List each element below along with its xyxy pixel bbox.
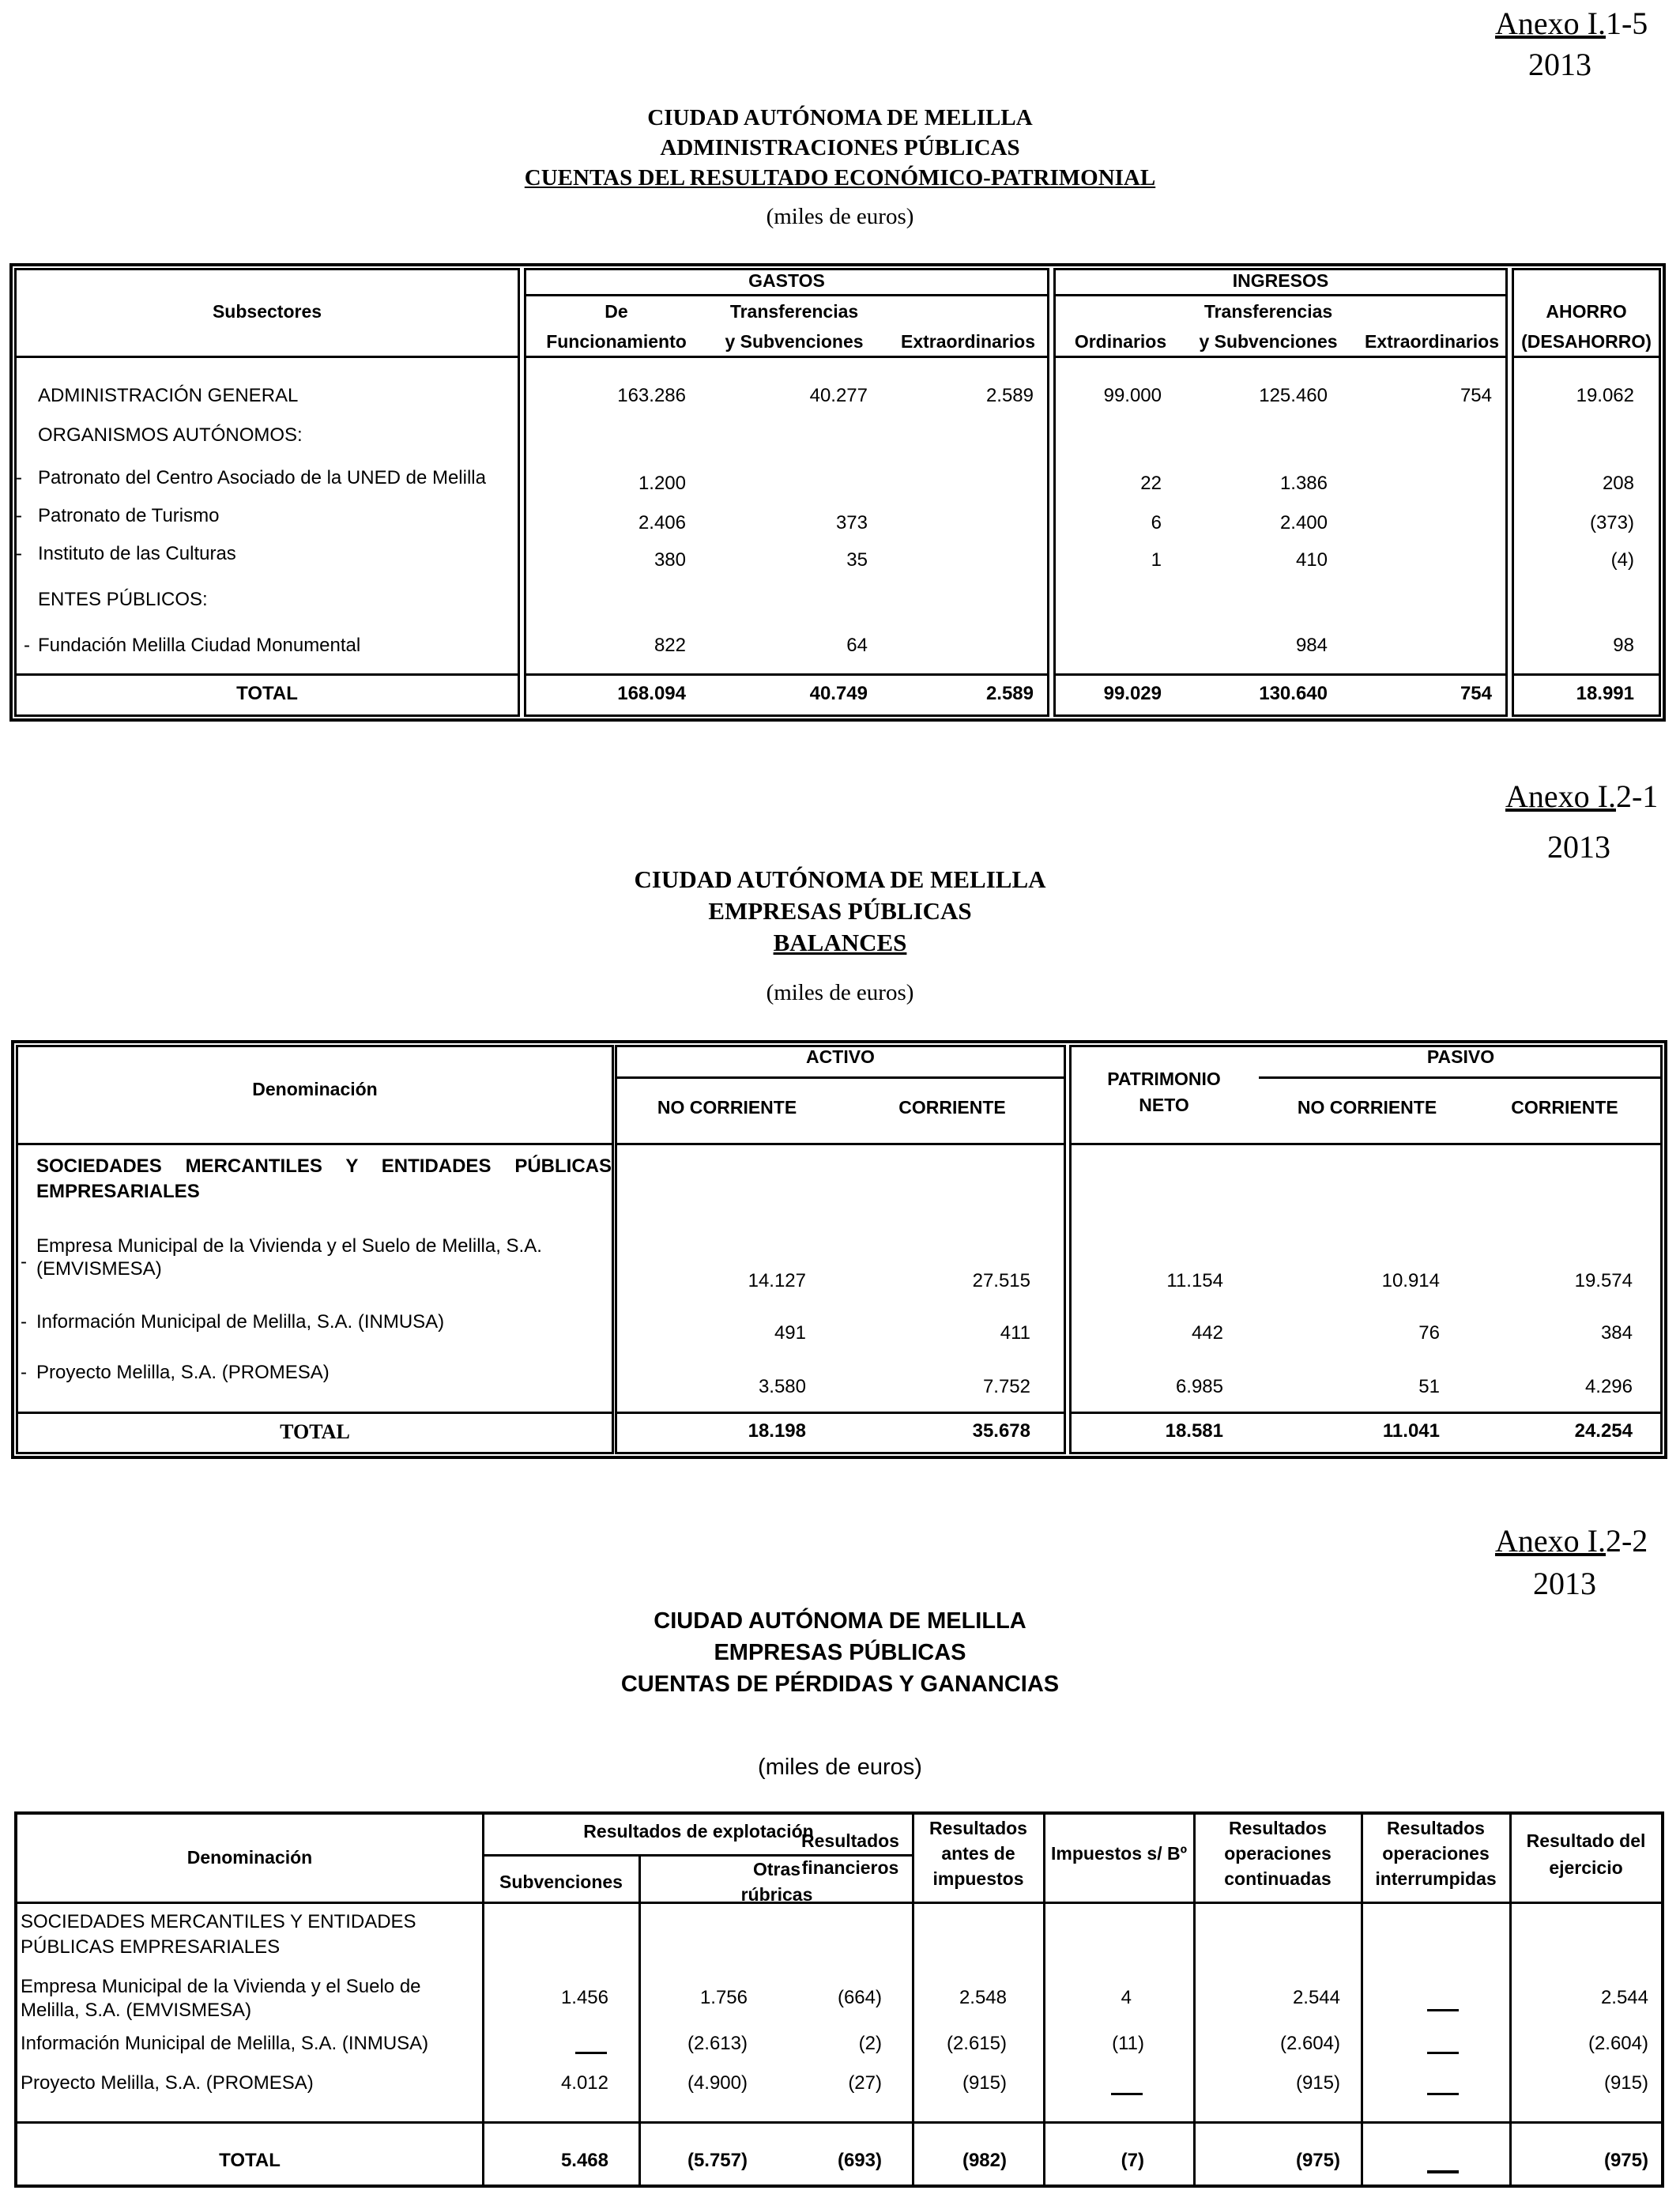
- cell: 2.548: [959, 1987, 1007, 2008]
- cell: 384: [1600, 1322, 1633, 1344]
- row-label: Proyecto Melilla, S.A. (PROMESA): [21, 2072, 314, 2094]
- section2-title3-text: BALANCES: [773, 929, 907, 956]
- t1-h-transf-i: Transferencias: [1203, 301, 1333, 322]
- t2-h-neto: NETO: [1139, 1095, 1189, 1115]
- t3-h-oi1: Resultados: [1387, 1818, 1485, 1838]
- cell: 35: [846, 549, 868, 571]
- row-label: ORGANISMOS AUTÓNOMOS:: [38, 424, 303, 446]
- em-dash: [1427, 2009, 1459, 2011]
- cell: 2.544: [1292, 1987, 1340, 2008]
- t3-h-ai2: antes de: [941, 1843, 1015, 1864]
- row-label: Patronato de Turismo: [38, 505, 220, 526]
- total-label: TOTAL: [219, 2150, 281, 2171]
- cell: 19.574: [1574, 1270, 1633, 1291]
- cell: 411: [1000, 1322, 1030, 1344]
- annex-label-2: [1505, 778, 1659, 814]
- row-label: Instituto de las Culturas: [38, 543, 236, 564]
- cell: (915): [1603, 2072, 1648, 2094]
- cell: 24.254: [1574, 1420, 1633, 1442]
- row-label-2: (EMVISMESA): [36, 1258, 162, 1280]
- cell: 18.581: [1165, 1420, 1223, 1442]
- section3-title2: EMPRESAS PÚBLICAS: [714, 1640, 966, 1665]
- t1-h-ahorro: AHORRO: [1546, 301, 1627, 322]
- t3-h-denom: Denominación: [186, 1847, 313, 1868]
- t1-h-de: De: [605, 301, 628, 322]
- section1-title1: CIUDAD AUTÓNOMA DE MELILLA: [647, 105, 1033, 130]
- t2-h-corr-p: CORRIENTE: [1511, 1097, 1618, 1118]
- row-label: Fundación Melilla Ciudad Monumental: [38, 635, 361, 656]
- t2-group-label: SOCIEDADES MERCANTILES Y ENTIDADES PÚBLICAS EMPRESARIALES: [36, 1155, 612, 1203]
- cell: 130.640: [1259, 683, 1328, 704]
- t3-total-sep: [17, 2121, 1661, 2124]
- cell: (27): [848, 2072, 882, 2094]
- t2-h-patrimonio: PATRIMONIO: [1107, 1069, 1221, 1089]
- t3-h-oc1: Resultados: [1229, 1818, 1327, 1838]
- section1-units: (miles de euros): [766, 204, 914, 229]
- t3-vsep: [1043, 1815, 1045, 2186]
- cell: (975): [1603, 2150, 1648, 2171]
- cell: 2.544: [1600, 1987, 1648, 2008]
- t2-h-corr-a: CORRIENTE: [898, 1097, 1006, 1118]
- t1-h-extra-i: Extraordinarios: [1365, 331, 1499, 352]
- row-dash: -: [24, 635, 30, 656]
- row-label: Información Municipal de Melilla, S.A. (INMUSA): [21, 2033, 429, 2054]
- row-dash: -: [21, 1311, 27, 1333]
- annex-label-3: [1495, 1525, 1648, 1557]
- cell: 6.985: [1175, 1376, 1223, 1397]
- t2-h-pasivo: PASIVO: [1426, 1046, 1495, 1067]
- annex-year-1: 2013: [1528, 47, 1591, 82]
- cell: (2.604): [1279, 2033, 1340, 2054]
- em-dash: [1111, 2093, 1143, 2095]
- cell: (664): [837, 1987, 882, 2008]
- t3-h-ai3: impuestos: [932, 1868, 1024, 1889]
- cell: (2.615): [946, 2033, 1007, 2054]
- cell: 51: [1418, 1376, 1440, 1397]
- row-label: Empresa Municipal de la Vivienda y el Suelo de: [21, 1976, 421, 1997]
- cell: 40.749: [809, 683, 868, 704]
- cell: 5.468: [560, 2150, 608, 2171]
- t2-h-denom: Denominación: [252, 1079, 378, 1099]
- annex-suffix: 2-2: [1605, 1523, 1648, 1559]
- t1-h-funcionamiento: Funcionamiento: [546, 331, 687, 352]
- annex-prefix: Anexo I.: [1505, 778, 1616, 814]
- annex-prefix: Anexo I.: [1495, 1523, 1606, 1559]
- cell: (373): [1589, 512, 1634, 533]
- t3-group-label1: SOCIEDADES MERCANTILES Y ENTIDADES: [21, 1911, 416, 1932]
- cell: 2.400: [1279, 512, 1328, 533]
- row-dash: -: [16, 505, 22, 526]
- t1-h-ysub-g: y Subvenciones: [725, 331, 864, 352]
- t2-h-activo: ACTIVO: [806, 1046, 875, 1067]
- t3-h-imp: Impuestos s/ Bº: [1051, 1843, 1187, 1864]
- cell: (975): [1295, 2150, 1340, 2171]
- cell: 18.198: [748, 1420, 806, 1442]
- cell: 35.678: [972, 1420, 1030, 1442]
- t3-h-ej1: Resultado del: [1526, 1830, 1646, 1851]
- cell: 380: [654, 549, 686, 571]
- row-label: Proyecto Melilla, S.A. (PROMESA): [36, 1362, 330, 1383]
- cell: 1.756: [699, 1987, 748, 2008]
- em-dash: [1427, 2052, 1459, 2054]
- cell: 27.515: [972, 1270, 1030, 1291]
- row-dash: -: [21, 1251, 27, 1272]
- t3-group-label2: PÚBLICAS EMPRESARIALES: [21, 1936, 281, 1958]
- cell: 11.041: [1382, 1420, 1440, 1442]
- t3-h-fin1: Resultados: [801, 1830, 899, 1851]
- cell: (5.757): [687, 2150, 748, 2171]
- row-dash: -: [16, 543, 22, 564]
- cell: (915): [962, 2072, 1007, 2094]
- cell: 18.991: [1576, 683, 1634, 704]
- cell: 2.589: [985, 683, 1034, 704]
- cell: (4.900): [687, 2072, 748, 2094]
- t3-h-otras: Otras: [752, 1859, 801, 1879]
- row-dash: -: [21, 1362, 27, 1383]
- t1-h-transf-g: Transferencias: [729, 301, 859, 322]
- cell: 22: [1140, 473, 1162, 494]
- cell: 168.094: [617, 683, 686, 704]
- cell: 2.406: [638, 512, 686, 533]
- section2-title2: EMPRESAS PÚBLICAS: [708, 897, 972, 925]
- cell: 11.154: [1166, 1270, 1223, 1291]
- cell: 3.580: [758, 1376, 806, 1397]
- cell: (2.604): [1588, 2033, 1648, 2054]
- cell: (4): [1610, 549, 1634, 571]
- cell: 4.012: [560, 2072, 608, 2094]
- section1-title3: [0, 164, 1680, 192]
- annex-year-2: 2013: [1547, 829, 1610, 865]
- annex-suffix: 1-5: [1605, 6, 1648, 41]
- em-dash: [1427, 2093, 1459, 2095]
- total-label: TOTAL: [280, 1420, 350, 1443]
- cell: (693): [837, 2150, 882, 2171]
- t2-pasivo-divider: [1259, 1076, 1663, 1079]
- row-label-2: Melilla, S.A. (EMVISMESA): [21, 2000, 252, 2021]
- t3-h-fin2: financieros: [801, 1857, 899, 1878]
- cell: (7): [1121, 2150, 1144, 2171]
- t3-h-oi3: interrumpidas: [1375, 1868, 1497, 1889]
- t1-h-ingresos: INGRESOS: [1232, 270, 1329, 291]
- cell: 208: [1602, 473, 1634, 494]
- cell: (915): [1295, 2072, 1340, 2094]
- cell: 410: [1295, 549, 1328, 571]
- cell: 125.460: [1259, 385, 1328, 406]
- cell: 754: [1460, 683, 1492, 704]
- cell: 76: [1418, 1322, 1440, 1344]
- section1-title3-text: CUENTAS DEL RESULTADO ECONÓMICO-PATRIMONIAL: [524, 165, 1156, 190]
- t2-h-nocorr-p: NO CORRIENTE: [1297, 1097, 1437, 1118]
- annex-prefix: Anexo I.: [1495, 6, 1606, 41]
- annex-label-1: [1495, 8, 1648, 40]
- t3-h-subv: Subvenciones: [499, 1872, 623, 1892]
- t1-h-ordinarios: Ordinarios: [1074, 331, 1167, 352]
- annex-year-3: 2013: [1533, 1566, 1596, 1601]
- cell: 822: [654, 635, 686, 656]
- t3-h-oi2: operaciones: [1382, 1843, 1490, 1864]
- em-dash: [575, 2052, 607, 2054]
- cell: 4.296: [1584, 1376, 1633, 1397]
- cell: 1.456: [560, 1987, 608, 2008]
- row-label: ADMINISTRACIÓN GENERAL: [38, 385, 299, 406]
- t1-h-extra-g: Extraordinarios: [901, 331, 1035, 352]
- cell: 99.000: [1103, 385, 1162, 406]
- t3-h-explot: Resultados de explotación: [583, 1821, 814, 1842]
- section2-title1: CIUDAD AUTÓNOMA DE MELILLA: [634, 865, 1046, 893]
- cell: 99.029: [1103, 683, 1162, 704]
- section3-title1: CIUDAD AUTÓNOMA DE MELILLA: [654, 1608, 1026, 1634]
- row-label: Información Municipal de Melilla, S.A. (INMUSA): [36, 1311, 445, 1333]
- cell: 163.286: [617, 385, 686, 406]
- cell: 442: [1191, 1322, 1223, 1344]
- cell: 491: [774, 1322, 806, 1344]
- cell: 98: [1613, 635, 1634, 656]
- cell: (2): [858, 2033, 882, 2054]
- cell: 2.589: [985, 385, 1034, 406]
- cell: 6: [1151, 512, 1162, 533]
- cell: (2.613): [687, 2033, 748, 2054]
- cell: 10.914: [1381, 1270, 1440, 1291]
- cell: (982): [962, 2150, 1007, 2171]
- cell: 40.277: [809, 385, 868, 406]
- section2-units: (miles de euros): [766, 980, 914, 1005]
- t3-h-rubricas: rúbricas: [740, 1884, 813, 1905]
- cell: 14.127: [748, 1270, 806, 1291]
- row-label: ENTES PÚBLICOS:: [38, 589, 208, 610]
- cell: 7.752: [982, 1376, 1030, 1397]
- cell: 19.062: [1576, 385, 1634, 406]
- cell: 4: [1121, 1987, 1132, 2008]
- row-label: Patronato del Centro Asociado de la UNED de Melilla: [38, 467, 486, 488]
- t3-h-oc3: continuadas: [1224, 1868, 1332, 1889]
- em-dash: [1427, 2170, 1459, 2173]
- cell: 373: [835, 512, 868, 533]
- total-label: TOTAL: [236, 683, 298, 704]
- cell: 1.200: [638, 473, 686, 494]
- t1-h-ysub-i: y Subvenciones: [1199, 331, 1338, 352]
- cell: (11): [1112, 2033, 1144, 2054]
- cell: 754: [1460, 385, 1492, 406]
- section1-title2: ADMINISTRACIONES PÚBLICAS: [660, 135, 1020, 160]
- t3-h-ai1: Resultados: [929, 1818, 1027, 1838]
- t3-h-oc2: operaciones: [1224, 1843, 1332, 1864]
- t2-activo-divider: [615, 1076, 1066, 1079]
- section3-units: (miles de euros): [758, 1755, 922, 1780]
- section2-title3: [0, 928, 1680, 957]
- cell: 1.386: [1279, 473, 1328, 494]
- t3-h-ej2: ejercicio: [1549, 1857, 1623, 1878]
- cell: 1: [1151, 549, 1162, 571]
- t1-h-desahorro: (DESAHORRO): [1521, 331, 1652, 352]
- row-label: Empresa Municipal de la Vivienda y el Suelo de Melilla, S.A.: [36, 1235, 542, 1257]
- t2-h-nocorr-a: NO CORRIENTE: [657, 1097, 797, 1118]
- cell: 64: [846, 635, 868, 656]
- row-dash: -: [16, 467, 22, 488]
- annex-suffix: 2-1: [1615, 778, 1659, 814]
- t1-h-gastos: GASTOS: [748, 270, 825, 291]
- t1-h-subsectores: Subsectores: [212, 301, 322, 322]
- section3-title3: CUENTAS DE PÉRDIDAS Y GANANCIAS: [620, 1672, 1060, 1697]
- cell: 984: [1295, 635, 1328, 656]
